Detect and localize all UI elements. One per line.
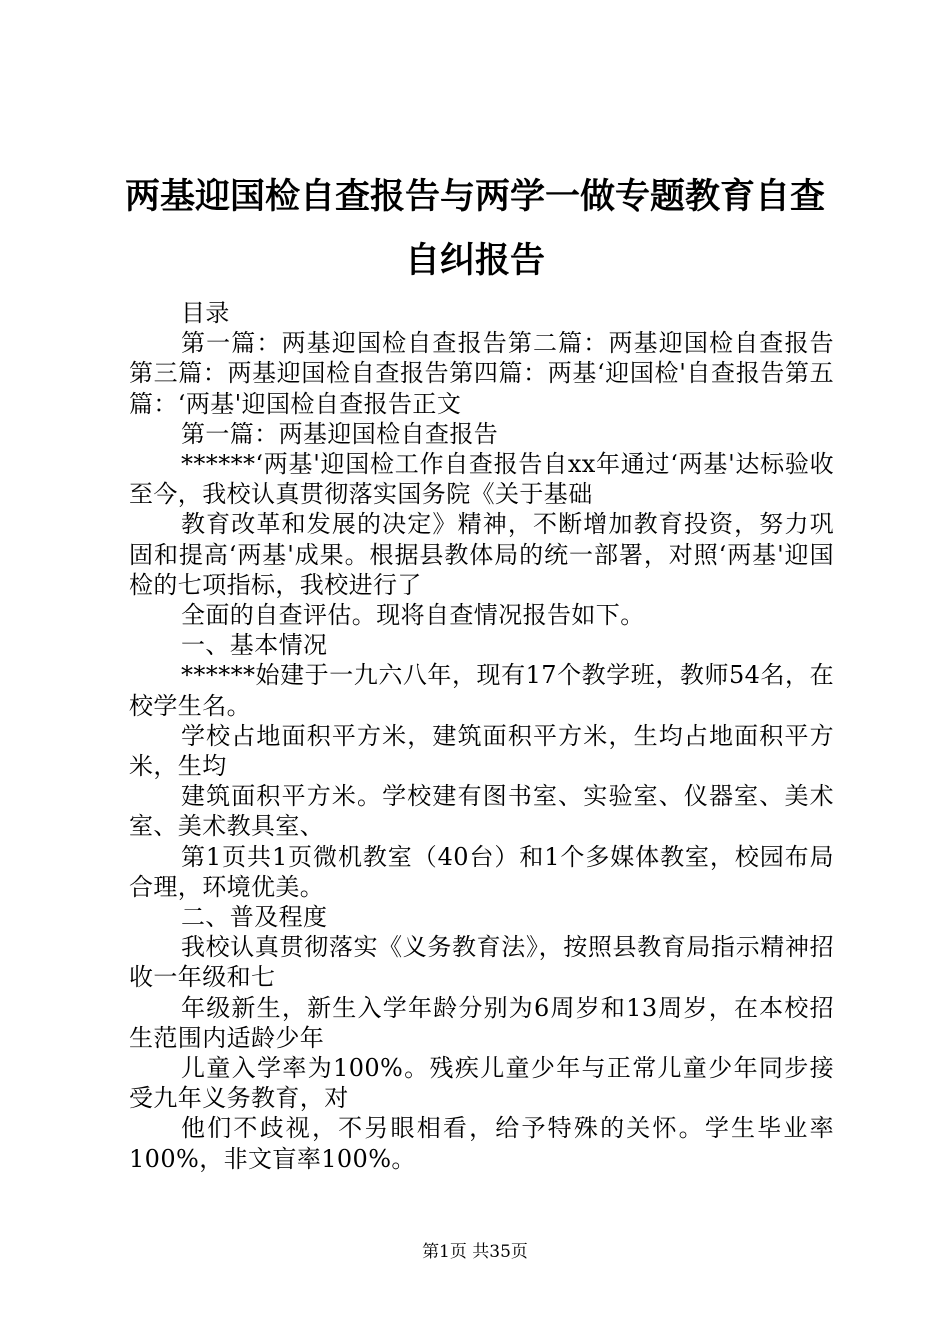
- document-body: [129, 298, 834, 1174]
- title-line-2: 自纠报告: [404, 241, 545, 281]
- page-footer: 第1页 共35页: [422, 1242, 528, 1262]
- paragraph: 我校认真贯彻落实《义务教育法》，按照县教育局指示精神招收一年级和七: [129, 933, 834, 992]
- paragraph-heading-basic: 一、基本情况: [181, 631, 328, 660]
- paragraph: ******始建于一九六八年，现有17个教学班，教师54名，在校学生名。: [129, 661, 834, 720]
- title-line-1: 两基迎国检自查报告与两学一做专题教育自查: [124, 177, 825, 217]
- paragraph: 建筑面积平方米。学校建有图书室、实验室、仪器室、美术室、美术教具室、: [129, 782, 834, 841]
- paragraph-section-title: 第一篇：两基迎国检自查报告: [181, 419, 499, 448]
- paragraph: 全面的自查评估。现将自查情况报告如下。: [181, 601, 645, 630]
- paragraph: 第1页共1页微机教室（40台）和1个多媒体教室，校园布局合理，环境优美。: [129, 842, 834, 901]
- paragraph: 教育改革和发展的决定》精神，不断增加教育投资，努力巩固和提高‘两基'成果。根据县教体局的统一部署，对照‘两基'迎国检的七项指标，我校进行了: [129, 510, 834, 599]
- paragraph-heading-popularization: 二、普及程度: [181, 903, 328, 932]
- paragraph: 儿童入学率为100%。残疾儿童少年与正常儿童少年同步接受九年义务教育，对: [129, 1054, 834, 1113]
- paragraph: 他们不歧视，不另眼相看，给予特殊的关怀。学生毕业率100%，非文盲率100%。: [129, 1114, 834, 1173]
- paragraph-toc-heading: 目录: [181, 299, 230, 327]
- paragraph: ******‘两基'迎国检工作自查报告自xx年通过‘两基'达标验收至今，我校认真贯彻落实国务院《关于基础: [129, 450, 834, 509]
- paragraph: 学校占地面积平方米，建筑面积平方米，生均占地面积平方米，生均: [129, 721, 834, 781]
- document-title: [0, 177, 950, 281]
- paragraph-toc-entries: 第一篇：两基迎国检自查报告第二篇：两基迎国检自查报告第三篇：两基迎国检自查报告第四篇：两基‘迎国检'自查报告第五篇：‘两基'迎国检自查报告正文: [129, 329, 834, 418]
- paragraph: 年级新生，新生入学年龄分别为6周岁和13周岁，在本校招生范围内适龄少年: [129, 993, 834, 1052]
